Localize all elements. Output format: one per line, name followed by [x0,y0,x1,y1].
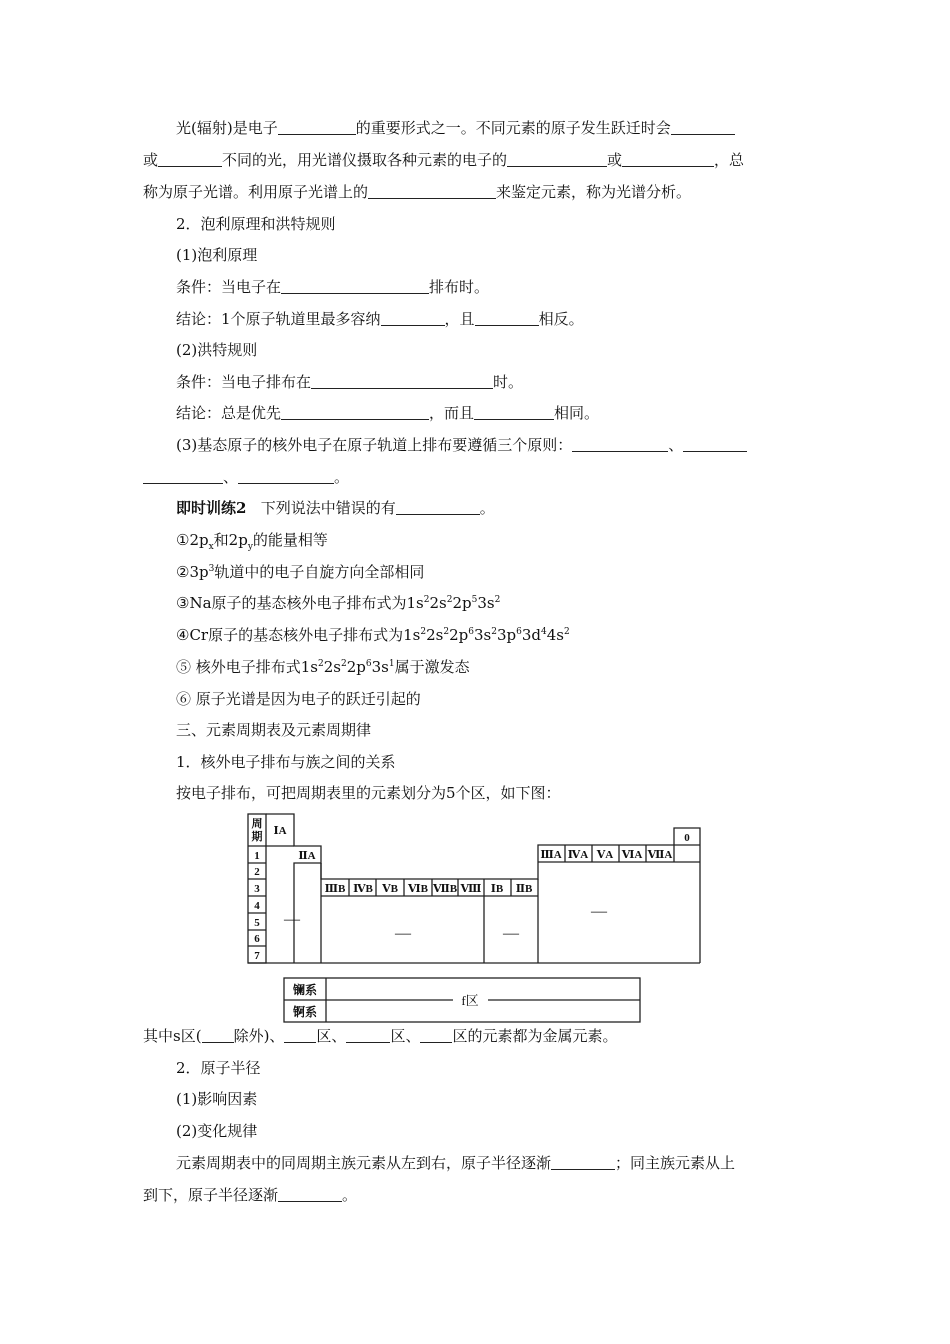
option-1: $①2p_x$和$2p_y$的能量相等 [176,531,328,552]
text: 时。 [493,373,524,391]
text: 其中s区( [143,1027,202,1045]
section-3-heading: 三、元素周期表及元素周期律 [176,721,372,739]
section-heading: 2．泡利原理和洪特规则 [176,215,336,233]
text: (3)基态原子的核外电子在原子轨道上排布要遵循三个原则： [176,436,573,454]
pauli-condition [176,277,489,297]
blank[interactable] [671,119,735,135]
text: 相反。 [538,310,584,328]
factors-heading: (1)影响因素 [176,1090,258,1108]
period-number: 6 [254,933,260,945]
blank[interactable] [278,119,356,135]
pauli-conclusion [176,309,584,329]
group-label: ⅦA [647,849,673,861]
group-label: ⅤB [382,883,398,895]
spectrum-line-2 [143,150,744,170]
text: 不同的光，用光谱仪摄取各种元素的电子的 [222,151,508,169]
blank[interactable] [281,404,429,420]
radius-law-line-1 [176,1153,735,1173]
period-number: 3 [254,883,260,895]
text: 元素周期表中的同周期主族元素从左到右，原子半径逐渐 [176,1154,552,1172]
period-number: 5 [254,917,260,929]
text: ，总 [714,151,745,169]
drill-question [176,498,495,518]
blank[interactable] [311,373,493,389]
text: 条件：当电子排布在 [176,373,312,391]
f-block-label: f区 [461,993,479,1008]
blank[interactable] [420,1027,452,1043]
radius-law-line-2 [143,1185,357,1205]
hund-conclusion [176,403,599,423]
s-block-blank[interactable]: — [284,911,300,928]
text: 、 [223,468,239,486]
period-number: 2 [254,866,260,878]
three-principles-line-2 [143,467,349,487]
law-heading: (2)变化规律 [176,1122,258,1140]
blank[interactable] [381,310,445,326]
text: ，而且 [429,404,475,422]
subsection-2-heading: 2．原子半径 [176,1059,261,1077]
option-4: ④Cr原子的基态核外电子排布式为$1s^22s^22p^63s^23p^63d^44s^2$ [176,626,570,644]
group-iia-label: ⅡA [298,850,316,862]
text: ，且 [444,310,475,328]
period-number: 1 [254,850,260,862]
blank[interactable] [475,310,539,326]
text: 相同。 [554,404,600,422]
text: ；同主族元素从上 [615,1154,736,1172]
blank[interactable] [474,404,554,420]
blank[interactable] [396,499,480,515]
group-label: ⅥB [408,883,428,895]
group-0-label: 0 [684,832,690,844]
text: 下列说法中错误的有 [260,499,396,517]
three-principles-line-1 [176,435,747,455]
subheading-pauli: (1)泡利原理 [176,246,258,264]
blank[interactable] [622,151,714,167]
text: 区、 [390,1027,421,1045]
option-6: ⑥ 原子光谱是因为电子的跃迁引起的 [176,690,421,708]
group-label: ⅡB [515,883,533,895]
text: 。 [334,468,350,486]
blank[interactable] [278,1186,342,1202]
blank[interactable] [284,1027,316,1043]
hund-condition [176,372,523,392]
text: 区的元素都为金属元素。 [452,1027,618,1045]
text: 结论：1个原子轨道里最多容纳 [176,310,381,328]
periodic-table-diagram [246,812,706,967]
subsection-1-heading: 1．核外电子排布与族之间的关系 [176,753,396,771]
lanthanides-label: 镧系 [292,983,318,997]
group-label: ⅢB [324,883,346,895]
spectrum-line-1 [176,118,735,138]
blank[interactable] [238,468,334,484]
text: 来鉴定元素，称为光谱分析。 [496,183,692,201]
blank[interactable] [551,1154,615,1170]
blank[interactable] [281,278,429,294]
option-5: ⑤ 核外电子排布式$1s^22s^22p^63s^1$属于激发态 [176,658,470,676]
text: 或 [143,151,159,169]
blank[interactable] [158,151,222,167]
blank[interactable] [368,183,496,199]
period-number: 7 [254,950,260,962]
spectrum-line-3 [143,182,691,202]
option-2: $②3p^3$轨道中的电子自旋方向全部相同 [176,563,425,581]
blank[interactable] [507,151,607,167]
blank[interactable] [143,468,223,484]
text: 除外)、 [233,1027,285,1045]
group-ia-label: ⅠA [273,825,287,837]
text: 的重要形式之一。不同元素的原子发生跃迁时会 [355,119,671,137]
text: 。 [479,499,495,517]
metal-elements-line [143,1026,617,1046]
period-header: 期 [251,831,263,843]
group-label: Ⅷ [460,883,482,895]
text: 条件：当电子在 [176,278,282,296]
ds-block-blank[interactable]: — [503,925,519,942]
group-label: ⅣB [353,883,373,895]
text: 排布时。 [429,278,490,296]
f-block-table [283,977,643,1027]
text: 结论：总是优先 [176,404,282,422]
group-label: ⅠB [490,883,504,895]
text: 、 [668,436,684,454]
blank[interactable] [346,1027,390,1043]
text: 或 [607,151,623,169]
period-header: 周 [251,818,263,830]
blank[interactable] [683,436,747,452]
text: 称为原子光谱。利用原子光谱上的 [143,183,369,201]
group-label: ⅦB [432,883,458,895]
group-label: ⅣA [567,849,589,861]
group-label: ⅢA [540,849,562,861]
d-block-blank[interactable]: — [395,925,411,942]
drill-title: 即时训练2 [176,499,247,517]
blank[interactable] [572,436,668,452]
text: 区、 [316,1027,347,1045]
text: 到下，原子半径逐渐 [143,1186,279,1204]
subheading-hund: (2)洪特规则 [176,341,258,359]
actinides-label: 锕系 [292,1005,318,1019]
period-number: 4 [254,900,260,912]
blank[interactable] [202,1027,234,1043]
group-label: ⅥA [621,849,643,861]
text: 光(辐射)是电子 [176,119,278,137]
option-3: ③Na原子的基态核外电子排布式为$1s^22s^22p^53s^2$ [176,594,501,612]
p-block-blank[interactable]: — [591,903,607,920]
text: 。 [342,1186,358,1204]
group-label: ⅤA [596,849,614,861]
table-intro: 按电子排布，可把周期表里的元素划分为5个区，如下图： [176,784,561,802]
